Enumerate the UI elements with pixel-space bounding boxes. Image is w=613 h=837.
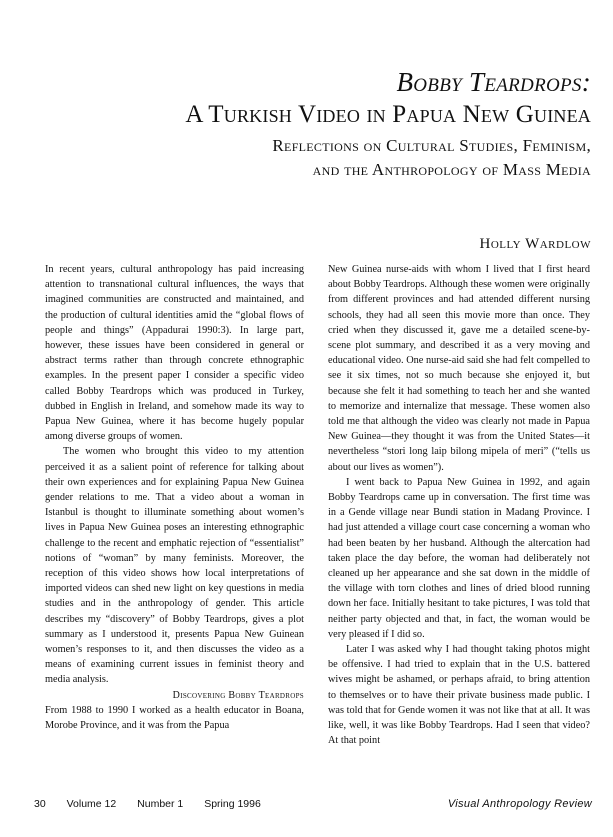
body-paragraph: The women who brought this video to my attention perceived it as a salient point of reference for talking about their own experiences and for explaining Papua New Guinea gender relations to me. That a video about a woman in Istanbul is thought to illuminate something about women’s lives in Papua New Guinea poses an interesting ethnographic challenge to the recent and emphatic rejection of “essentialist” notions of “woman” by many feminists. Moreover, the reception of this video shows how local interpretations of imported videos can shed new light on key questions in media studies and in the anthropology of gender. This article describes my “discovery” of Bobby Teardrops, gives a plot summary as I understood it, presents Papua New Guinean women’s responses to it, and then discusses the video as a means of examining current issues in feminist theory and media analysis. [45,446,304,686]
author-name: Holly Wardlow [479,236,591,252]
body-paragraph: Later I was asked why I had thought taking photos might be offensive. I had tried to explain that in the U.S. battered wives might be ashamed, or perhaps afraid, to bring attention to themselves or to have their private business made public. I was told that for Gende women it was not like that at all. It was like, well, it was like Bobby Teardrops. Had I seen that video? At that point [328,644,590,747]
page-footer [34,798,592,814]
article-subtitle-line2: and the Anthropology of Mass Media [312,160,591,179]
body-paragraph: From 1988 to 1990 I worked as a health educator in Boana, Morobe Province, and it was from the Papua [45,704,304,732]
footer-issue-info [34,798,279,810]
article-title-line2: A Turkish Video in Papua New Guinea [185,101,591,128]
section-heading: Discovering Bobby Teardrops [172,689,304,701]
article-subtitle-line1: Reflections on Cultural Studies, Feminism, [272,136,591,155]
body-paragraph: In recent years, cultural anthropology has paid increasing attention to transnational cultural influences, the ways that imagined communities are constructed and maintained, and the production of cultural identities amid the “global flows of people and things” (Appadurai 1990:3). In large part, however, these issues have been considered in general or abstract terms rather than through concrete ethnographic examples. In the present paper I consider a specific video called Bobby Teardrops which was produced in Turkey, dubbed in English in Ireland, and somehow made its way to Papua New Guinea, where it has become hugely popular among diverse groups of women. [45,264,304,443]
journal-name: Visual Anthropology Review [447,798,592,810]
title-block [185,66,591,182]
article-title-line1: Bobby Teardrops: [396,67,591,97]
left-column [45,262,304,733]
number-label: Number 1 [137,798,184,810]
right-column [328,262,590,749]
volume-label: Volume 12 [66,798,117,810]
body-paragraph: I went back to Papua New Guinea in 1992, and again Bobby Teardrops came up in conversation. The first time was in a Gende village near Bundi station in Madang Province. I had just attended a village court case concerning a woman who had been beaten by her husband. Although the altercation had taken place the day before, the woman had deliberately not cleaned up her appearance and she sat down in the middle of the village with torn clothes and lines of dried blood running down her face. Initially hesitant to take pictures, I was told that neither party objected and that, in fact, the woman would be very pleased if I did so. [328,476,590,640]
page-number: 30 [34,798,46,810]
season-year: Spring 1996 [204,798,261,810]
body-paragraph: New Guinea nurse-aids with whom I lived that I first heard about Bobby Teardrops. Although these women were originally from different provinces and had attended different nursing schools, they had all seen this movie more than once. They cried when they discussed it, gave me a detailed scene-by-scene plot summary, and described it as a very moving and educational video. One nurse-aid said she had felt compelled to see it six times, not so much because she enjoyed it, but because she felt it had something to teach her and she wanted to memorize and internalize that message. These women also told me that although the video was clearly not made in Papua New Guinea—they thought it was from the United States—it nevertheless “stori long laip bilong mipela of meri” (“tells us about our lives as women”). [328,264,590,473]
